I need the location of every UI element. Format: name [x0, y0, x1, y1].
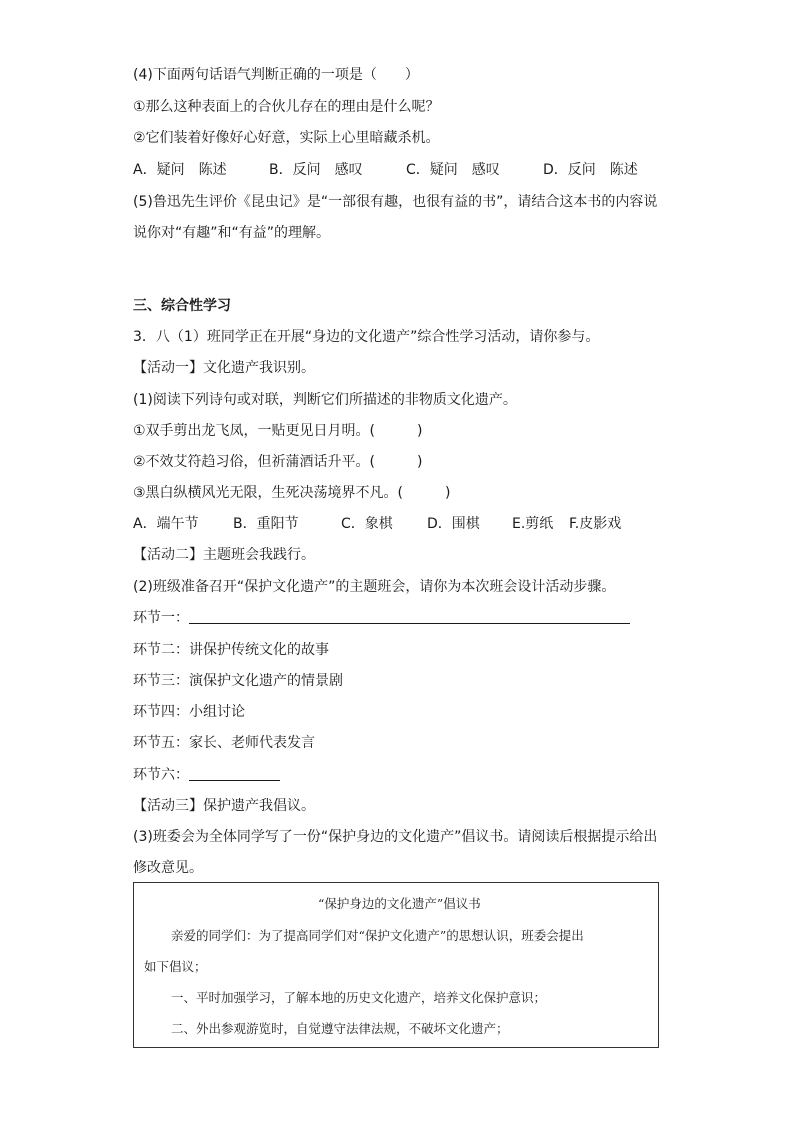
proposal-item-2: 二、外出参观游览时，自觉遵守法律法规，不破坏文化遗产；: [171, 1021, 509, 1036]
step-1-label: 环节一：: [133, 610, 189, 626]
step-6-label: 环节六：: [133, 767, 189, 783]
activity2-question: (2)班级准备召开“保护文化遗产”的主题班会，请你为本次班会设计活动步骤。: [133, 579, 616, 595]
q4-sentence-1: ①那么这种表面上的合伙儿存在的理由是什么呢？: [133, 99, 440, 115]
activity1-item-3: ③黑白纵横风光无限，生死决荡境界不凡。( ): [133, 485, 451, 501]
activity1-options: [133, 515, 621, 533]
q4-option-d: D．反问 陈述: [543, 162, 638, 178]
proposal-paragraph-1-line-1: 亲爱的同学们：为了提高同学们对“保护文化遗产”的思想认识，班委会提出: [171, 928, 584, 943]
activity2-title: 【活动二】主题班会我践行。: [133, 547, 315, 563]
step-5: 环节五：家长、老师代表发言: [133, 735, 315, 751]
proposal-title: “保护身边的文化遗产”倡议书: [318, 896, 481, 911]
activity1-option-f: F.皮影戏: [569, 516, 622, 532]
q4-stem: (4)下面两句话语气判断正确的一项是（ ）: [133, 67, 419, 83]
proposal-item-1: 一、平时加强学习，了解本地的历史文化遗产，培养文化保护意识；: [171, 990, 547, 1005]
step-1: [133, 609, 630, 627]
question-3-intro: 3．八（1）班同学正在开展“身边的文化遗产”综合性学习活动，请你参与。: [133, 329, 600, 345]
activity1-option-e: E.剪纸: [512, 516, 554, 532]
q5-line-1: (5)鲁迅先生评价《昆虫记》是“一部很有趣，也很有益的书”，请结合这本书的内容说: [133, 194, 658, 210]
activity1-option-a: A．端午节: [133, 516, 199, 532]
activity1-item-1: ①双手剪出龙飞凤，一贴更见日月明。( ): [133, 423, 423, 439]
activity1-option-c: C．象棋: [341, 516, 393, 532]
proposal-box: [133, 882, 659, 1048]
q5-line-2: 说你对“有趣”和“有益”的理解。: [133, 225, 331, 241]
q4-options: [133, 161, 638, 179]
q4-option-c: C．疑问 感叹: [406, 162, 500, 178]
step-1-answer-blank[interactable]: [189, 609, 630, 624]
activity1-question: (1)阅读下列诗句或对联，判断它们所描述的非物质文化遗产。: [133, 392, 517, 408]
step-4: 环节四：小组讨论: [133, 704, 245, 720]
activity1-option-d: D．围棋: [427, 516, 480, 532]
activity3-question-line-2: 修改意见。: [133, 860, 203, 876]
step-3: 环节三：演保护文化遗产的情景剧: [133, 673, 343, 689]
q4-sentence-2: ②它们装着好像好心好意，实际上心里暗藏杀机。: [133, 130, 440, 146]
step-6: [133, 766, 280, 784]
activity1-option-b: B．重阳节: [233, 516, 299, 532]
activity1-title: 【活动一】文化遗产我识别。: [133, 360, 315, 376]
activity1-item-2: ②不效艾符趋习俗，但祈蒲酒话升平。( ): [133, 454, 423, 470]
proposal-paragraph-1-line-2: 如下倡议；: [144, 959, 207, 974]
activity3-title: 【活动三】保护遗产我倡议。: [133, 798, 315, 814]
activity3-question-line-1: (3)班委会为全体同学写了一份“保护身边的文化遗产”倡议书。请阅读后根据提示给出: [133, 829, 658, 845]
step-2: 环节二：讲保护传统文化的故事: [133, 642, 329, 658]
step-6-answer-blank[interactable]: [189, 766, 280, 781]
q4-option-a: A．疑问 陈述: [133, 162, 227, 178]
q4-option-b: B．反问 感叹: [269, 162, 363, 178]
section-heading: 三、综合性学习: [133, 298, 231, 314]
